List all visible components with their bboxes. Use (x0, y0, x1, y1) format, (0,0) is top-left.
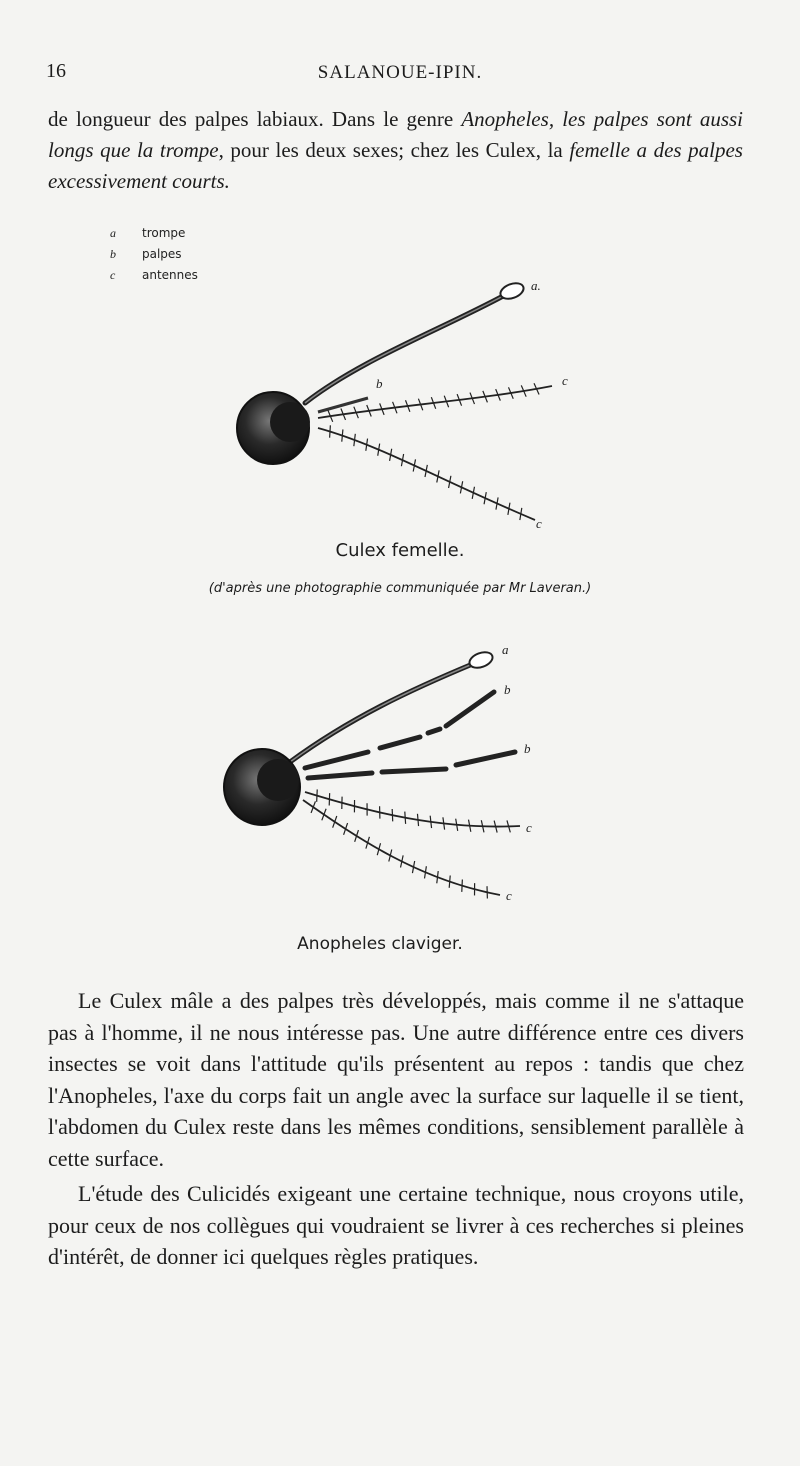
label-c2-1: c (526, 820, 532, 835)
intro-text-1: de longueur des palpes labiaux. Dans le genre (48, 107, 462, 131)
running-head: SALANOUE-IPIN. (317, 62, 483, 83)
proboscis-1 (305, 295, 505, 403)
anopheles-illustration (224, 642, 532, 903)
label-c2-2: c (506, 888, 512, 903)
page-number: 16 (46, 60, 66, 82)
paragraph-2: L'étude des Culicidés exigeant une certaine technique, nous croyons utile, pour ceux de nos collègues qui voudraient se livrer à ces recherches si pleines d'intérêt, de donner ici quelques règles pratiques. (48, 1181, 744, 1269)
label-b2-2: b (524, 741, 531, 756)
label-a1: a. (531, 278, 541, 293)
intro-genus: Anopheles (461, 107, 549, 131)
palp-1 (318, 398, 368, 412)
label-c1-top: c (562, 373, 568, 388)
label-a2: a (502, 642, 509, 657)
legend-text: trompe (142, 226, 186, 240)
legend-key: a (110, 226, 116, 240)
antenna-bristles (330, 425, 522, 520)
figure-1-credit: (d'après une photographie communiquée par Mr Laveran.) (208, 581, 592, 596)
proboscis-tip-1 (498, 280, 525, 301)
paragraph-1: Le Culex mâle a des palpes très développés, mais comme il ne s'attaque pas à l'homme, il ne nous intéresse pas. Une autre différence entre ces divers insectes se voit dans l'attitude qu'ils présentent au repos : tandis que chez l'Anopheles, l'axe du corps fait un angle avec la surface sur laquelle il se tient, l'abdomen du Culex reste dans les mêmes conditions, sensiblement parallèle à cette surface. (48, 988, 744, 1171)
palps-2 (305, 692, 515, 778)
figure-2-caption: Anopheles claviger. (297, 934, 463, 954)
legend-text: antennes (142, 268, 198, 282)
label-b2-1: b (504, 682, 511, 697)
proboscis-tip-2 (467, 649, 494, 670)
body-text (48, 985, 744, 1273)
eye-2 (257, 759, 299, 801)
antenna-2-lower (303, 800, 500, 895)
legend-text: palpes (142, 247, 182, 261)
antenna-1-lower (318, 428, 535, 520)
culex-femelle-illustration (237, 278, 568, 531)
legend-key: c (110, 268, 116, 282)
intro-text-3: , pour les deux sexes; chez les Culex, la (218, 138, 570, 162)
legend-key: b (110, 247, 116, 261)
intro-text-4: femelle a des palpes excessivement courts. (48, 138, 743, 193)
figure-1-caption: Culex femelle. (335, 540, 465, 561)
intro-text-2: , les palpes sont aussi longs que la trompe (48, 107, 744, 162)
label-b1: b (376, 376, 383, 391)
antenna-2-upper (305, 792, 520, 827)
eye-1 (270, 402, 310, 442)
antenna-bristles (328, 383, 539, 422)
label-c1-bottom: c (536, 516, 542, 531)
